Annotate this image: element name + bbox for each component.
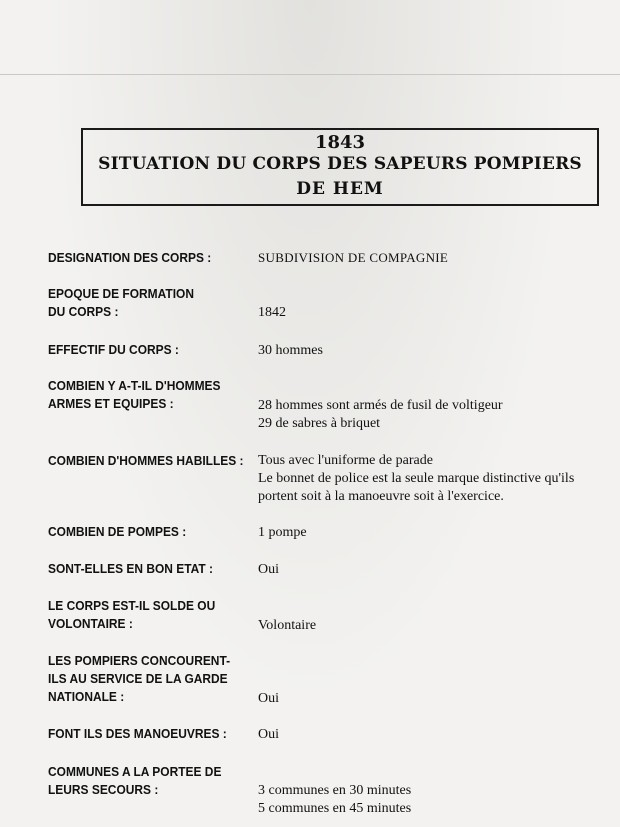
row-label: DU CORPS : bbox=[48, 304, 119, 319]
row-value: 1842 bbox=[258, 305, 286, 320]
row-value: Tous avec l'uniforme de parade bbox=[258, 453, 433, 468]
row-value: 30 hommes bbox=[258, 343, 323, 358]
row-label: LEURS SECOURS : bbox=[48, 782, 159, 797]
row-label: NATIONALE : bbox=[48, 689, 125, 704]
row-label: COMMUNES A LA PORTEE DE bbox=[48, 764, 222, 779]
row-value: Oui bbox=[258, 727, 279, 742]
row-value: Oui bbox=[258, 562, 279, 577]
row-label: DESIGNATION DES CORPS : bbox=[48, 250, 212, 265]
row-label: COMBIEN Y A-T-IL D'HOMMES bbox=[48, 378, 221, 393]
row-value: SUBDIVISION DE COMPAGNIE bbox=[258, 250, 449, 265]
row-label: LES POMPIERS CONCOURENT- bbox=[48, 653, 231, 668]
row-value: 3 communes en 30 minutes bbox=[258, 783, 412, 798]
title-year: 1843 bbox=[314, 132, 366, 153]
row-value: 28 hommes sont armés de fusil de voltigeur bbox=[258, 398, 503, 413]
row-label: COMBIEN DE POMPES : bbox=[48, 524, 187, 539]
row-label: EFFECTIF DU CORPS : bbox=[48, 342, 179, 357]
row-label: SONT-ELLES EN BON ETAT : bbox=[48, 561, 214, 576]
row-label: FONT ILS DES MANOEUVRES : bbox=[48, 726, 227, 741]
title-place: DE HEM bbox=[296, 179, 384, 199]
row-value: Le bonnet de police est la seule marque distinctive qu'ils bbox=[258, 471, 575, 486]
row-value: Volontaire bbox=[258, 618, 317, 633]
row-label: ARMES ET EQUIPES : bbox=[48, 396, 174, 411]
row-value: portent soit à la manoeuvre soit à l'exercice. bbox=[258, 489, 504, 504]
row-label: ILS AU SERVICE DE LA GARDE bbox=[48, 671, 228, 686]
row-value: 5 communes en 45 minutes bbox=[258, 801, 412, 816]
row-label: EPOQUE DE FORMATION bbox=[48, 286, 194, 301]
page-fold-line bbox=[0, 74, 620, 75]
title-box bbox=[81, 128, 599, 206]
row-label: LE CORPS EST-IL SOLDE OU bbox=[48, 598, 216, 613]
row-value: 1 pompe bbox=[258, 525, 307, 540]
row-label: COMBIEN D'HOMMES HABILLES : bbox=[48, 453, 244, 468]
title-main: SITUATION DU CORPS DES SAPEURS POMPIERS bbox=[98, 154, 582, 174]
row-value: Oui bbox=[258, 691, 279, 706]
row-label: VOLONTAIRE : bbox=[48, 616, 133, 631]
row-value: 29 de sabres à briquet bbox=[258, 416, 381, 431]
